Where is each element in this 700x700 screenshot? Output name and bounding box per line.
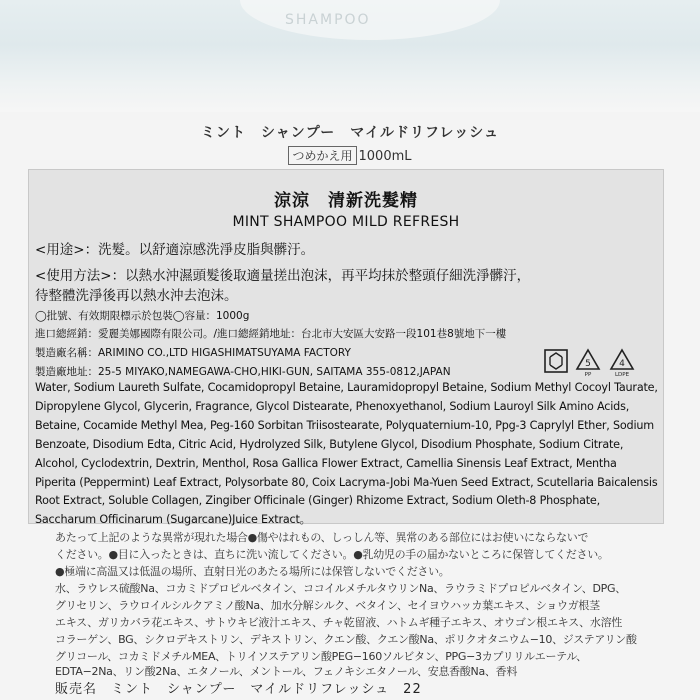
recycle-ldpe-icon: [611, 350, 633, 377]
batch-volume-text: ◯批號、有效期限標示於包裝◯容量：1000g: [35, 310, 250, 322]
importer-text: 進口總經銷：愛麗美娜國際有限公司。/進口總經銷地址：台北市大安區大安路一段101巷8號地下一樓: [35, 328, 507, 340]
svg-text:PP: PP: [584, 372, 592, 377]
caution-jp-1: あたって上記のような異常が現れた場合●傷やはれもの、しっしん等、異常のある部位にはお使いにならないで: [55, 531, 589, 544]
product-name-jp: ミント シャンプー マイルドリフレッシュ: [200, 125, 500, 141]
bottle-top-band: [0, 0, 700, 112]
caution-jp-2: ください。●目に入ったときは、直ちに洗い流してください。●乳幼児の手の届かないところに保管してください。: [55, 548, 609, 561]
brand-mark: SHAMPOO: [285, 12, 371, 28]
method-text-2: 待整體洗淨後再以熱水沖去泡沫。: [35, 288, 238, 304]
svg-text:5: 5: [585, 359, 591, 369]
ingredients-jp-2: グリセリン、ラウロイルシルクアミノ酸Na、加水分解シルク、ベタイン、セイヨウハッカ葉エキス、ショウガ根茎: [55, 599, 600, 612]
label-title-zh: 涼涼 清新洗髮精: [274, 191, 418, 211]
svg-text:LDPE: LDPE: [614, 372, 630, 377]
ingredients-en: Water, Sodium Laureth Sulfate, Cocamidopropyl Betaine, Lauramidopropyl Betaine, Sodium Methyl Cocoyl Taurate, Dipropylene Glycol, Glycerin, Fragrance, Glycol Distearate, Phenoxyethanol, Sodium Lauroyl Silk Amino Acids, Betaine, Cocamide Methyl Mea, Peg-160 Sorbitan Triisostearate, Polyquaternium-10, Ppg-3 Caprylyl Ether, Sodium Benzoate, Disodium Edta, Citric Acid, Hydrolyzed Silk, Butylene Glycol, Disodium Phosphate, Sodium Citrate, Alcohol, Cyclodextrin, Dextrin, Menthol, Rosa Gallica Flower Extract, Camellia Sinensis Leaf Extract, Mentha Piperita (Peppermint) Leaf Extract, Polysorbate 80, Coix Lacryma-Jobi Ma-Yuen Seed Extract, Scutellaria Baicalensis Root Extract, Soluble Collagen, Zingiber Officinale (Ginger) Rhizome Extract, Sodium Oleth-8 Phosphate, Saccharum Officinarum (Sugarcane)Juice Extract。: [35, 381, 658, 527]
ingredients-jp-5: グリコール、コカミドメチルMEA、トリイソステアリン酸PEG−160ソルビタン、PPG−3カプリリルエーテル、: [55, 650, 587, 663]
ingredients-jp-1: 水、ラウレス硫酸Na、コカミドプロピルベタイン、ココイルメチルタウリンNa、ラウラミドプロピルベタイン、DPG、: [55, 582, 626, 595]
label-title-en: MINT SHAMPOO MILD REFRESH: [232, 214, 460, 230]
method-text-1: <使用方法>：以熱水沖濕頭髮後取適量搓出泡沫，再平均抹於整頭仔細洗淨髒汙，: [35, 268, 531, 284]
recycle-icons: [541, 347, 641, 377]
usage-text: <用途>：洗髮。以舒適涼感洗淨皮脂與髒汙。: [35, 242, 315, 258]
sales-name-footer: 販売名 ミント シャンプー マイルドリフレッシュ 22: [55, 682, 422, 697]
recycle-pp-icon: [577, 350, 599, 377]
chinese-label-sticker: [28, 169, 664, 527]
ingredients-jp-3: エキス、ガリカバラ花エキス、サトウキビ液汁エキス、チャ乾留液、ハトムギ種子エキス、オウゴン根エキス、水溶性: [55, 616, 622, 629]
ingredients-jp-4: コラーゲン、BG、シクロデキストリン、デキストリン、クエン酸、クエン酸Na、ポリクオタニウム−10、ジステアリン酸: [55, 633, 637, 646]
recycle-square-icon: [545, 350, 567, 372]
volume-text: 1000mL: [358, 149, 412, 164]
address-text: 製造廠地址：25-5 MIYAKO,NAMEGAWA-CHO,HIKI-GUN, SAITAMA 355-0812,JAPAN: [35, 366, 451, 378]
svg-text:4: 4: [619, 359, 625, 369]
caution-jp-3: ●極端に高温又は低温の場所、直射日光のあたる場所には保管しないでください。: [55, 565, 450, 578]
refill-badge: つめかえ用: [288, 146, 356, 165]
ingredients-jp-6: EDTA−2Na、リン酸2Na、エタノール、メントール、フェノキシエタノール、安息香酸Na、香料: [55, 665, 518, 678]
manufacturer-text: 製造廠名稱：ARIMINO CO.,LTD HIGASHIMATSUYAMA FACTORY: [35, 347, 351, 359]
refill-volume-row: [0, 146, 700, 165]
